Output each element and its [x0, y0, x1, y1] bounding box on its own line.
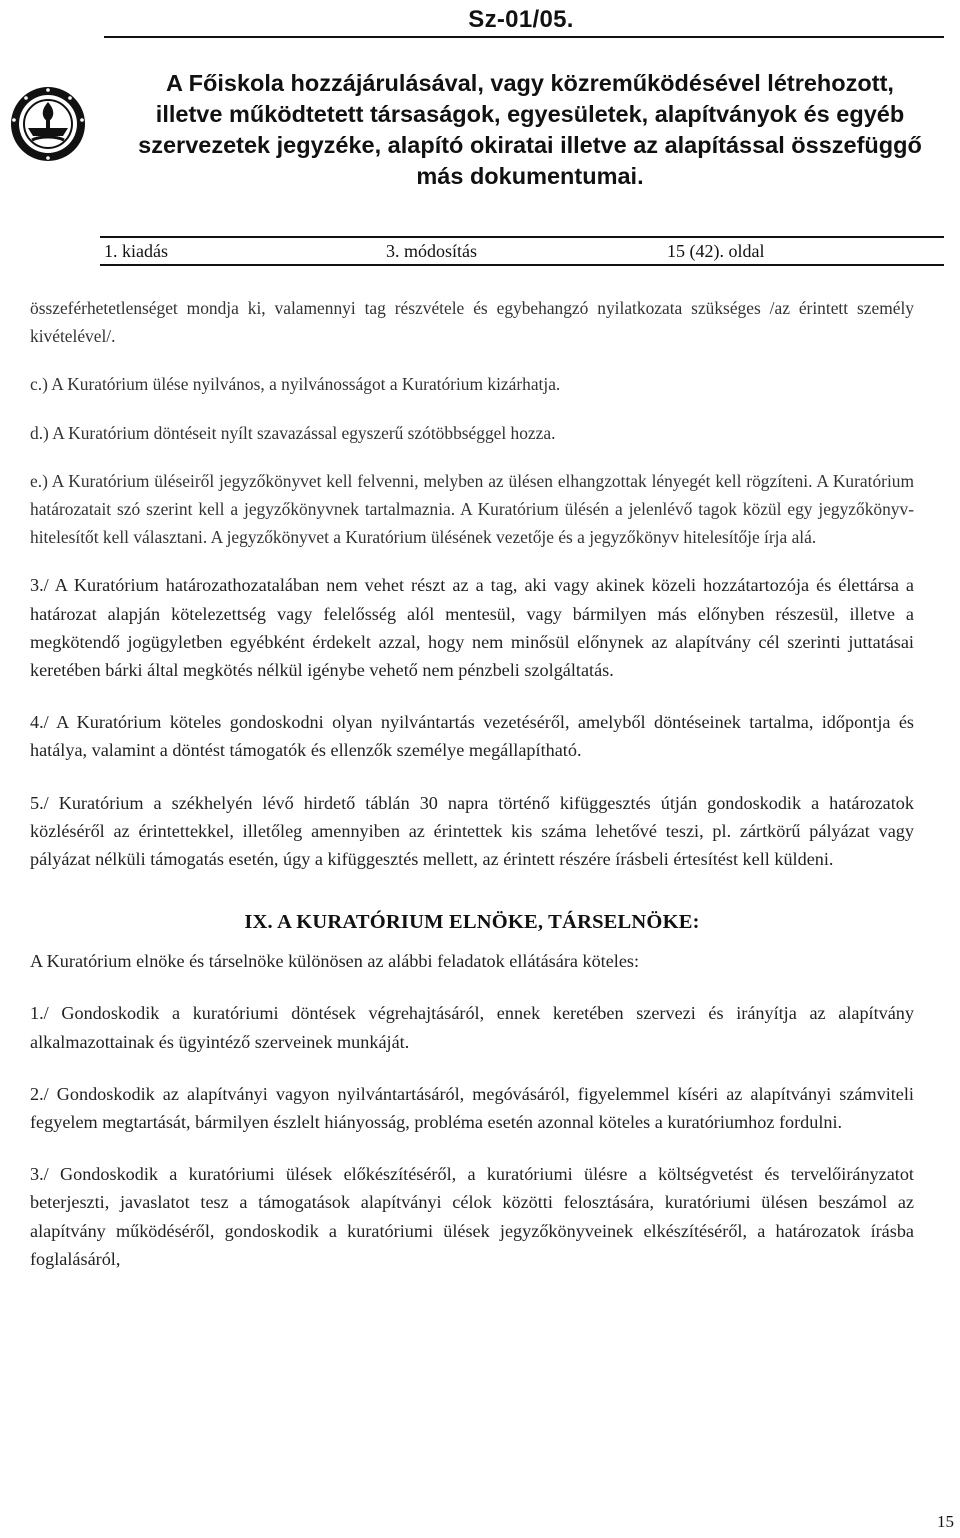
paragraph: 4./ A Kuratórium köteles gondoskodni olyan nyilvántartás vezetéséről, amelyből döntéseinek tartalma, időpontja és hatálya, valamint a döntést támogatók és ellenzők személye megállapítható. — [30, 712, 914, 761]
page-label: 15 (42). oldal — [667, 241, 765, 261]
page-number: 15 — [937, 1512, 954, 1531]
document-title: A Főiskola hozzájárulásával, vagy közreműködésével létrehozott, illetve működtetett társaságok, egyesületek, alapítványok és egyéb szervezetek jegyzéke, alapító okiratai illetve az alapítással összefüggő más dokumentumai. — [138, 70, 922, 189]
institution-seal-icon — [8, 84, 88, 164]
section-heading: IX. A KURATÓRIUM ELNÖKE, TÁRSELNÖKE: — [244, 911, 700, 934]
paragraph: c.) A Kuratórium ülése nyilvános, a nyilvánosságot a Kuratórium kizárhatja. — [30, 374, 561, 395]
list-item: 1./ Gondoskodik a kuratóriumi döntések végrehajtásáról, ennek keretében szervezi és irányítja az alapítvány alkalmazottainak és ügyintéző szerveinek munkáját. — [30, 1003, 914, 1052]
document-meta — [104, 238, 944, 264]
list-item: 3./ Gondoskodik a kuratóriumi ülések előkészítéséről, a kuratóriumi ülésre a költségvetést és tervelőirányzatot beterjeszti, javaslatot tesz a támogatások alapítványi célok közötti felosztására, kuratóriumi ülésen beszámol az alapítvány működéséről, gondoskodik a kuratóriumi ülések jegyzőkönyveinek elkészítéséről, a határozatok írásba foglalásáról, — [30, 1164, 914, 1269]
top-rule — [104, 36, 944, 38]
revision-label: 3. módosítás — [386, 241, 478, 261]
document-body — [30, 294, 914, 1273]
section-intro: A Kuratórium elnöke és társelnöke különösen az alábbi feladatok ellátására köteles: — [30, 951, 640, 972]
paragraph: e.) A Kuratórium üléseiről jegyzőkönyvet kell felvenni, melyben az ülésen elhangzottak lényegét kell rögzíteni. A Kuratórium határozatait szó szerint kell a jegyzőkönyvnek tartalmaznia. A Kuratórium ülésén a jelenlévő tagok közül egy jegyzőkönyv-hitelesítőt kell választani. A jegyzőkönyvet a Kuratórium ülésének vezetője és a jegyzőkönyv hitelesítője írja alá. — [30, 470, 914, 548]
list-item: 2./ Gondoskodik az alapítványi vagyon nyilvántartásáról, megóvásáról, figyelemmel kíséri az alapítványi számviteli fegyelem megtartását, bármilyen észlelt hiányosság, probléma esetén azonnal köteles a kuratóriumhoz fordulni. — [30, 1083, 914, 1133]
paragraph: 3./ A Kuratórium határozathozatalában nem vehet részt az a tag, aki vagy akinek közeli hozzátartozója és élettársa a határozat alapján kötelezettség vagy felelősség alól mentesül, vagy bármilyen más előnyben részesül, illetve a megkötendő jogügyletben egyébként érdekelt azzal, hogy nem minősül előnynek az alapítvány cél szerinti juttatásai keretében bárki által megkötés nélkül igénybe vehető nem pénzbeli szolgáltatás. — [30, 575, 914, 681]
paragraph: d.) A Kuratórium döntéseit nyílt szavazással egyszerű szótöbbséggel hozza. — [30, 422, 556, 443]
edition-label: 1. kiadás — [104, 241, 168, 261]
paragraph: 5./ Kuratórium a székhelyén lévő hirdető táblán 30 napra történő kifüggesztés útján gondoskodik a határozatok közléséről az érintettekkel, illetőleg amennyiben az érintettek kis száma lehetővé teszi, pl. zártkörű pályázat vagy pályázat nélküli támogatás esetén, úgy a kifüggesztés mellett, az érintett részére írásbeli értesítést kell küldeni. — [30, 792, 914, 870]
paragraph: összeférhetetlenséget mondja ki, valamennyi tag részvétele és egybehangzó nyilatkozata szükséges /az érintett személy kivételével/. — [30, 298, 914, 347]
document-code: Sz-01/05. — [468, 6, 574, 33]
meta-rule-bottom — [100, 264, 944, 266]
